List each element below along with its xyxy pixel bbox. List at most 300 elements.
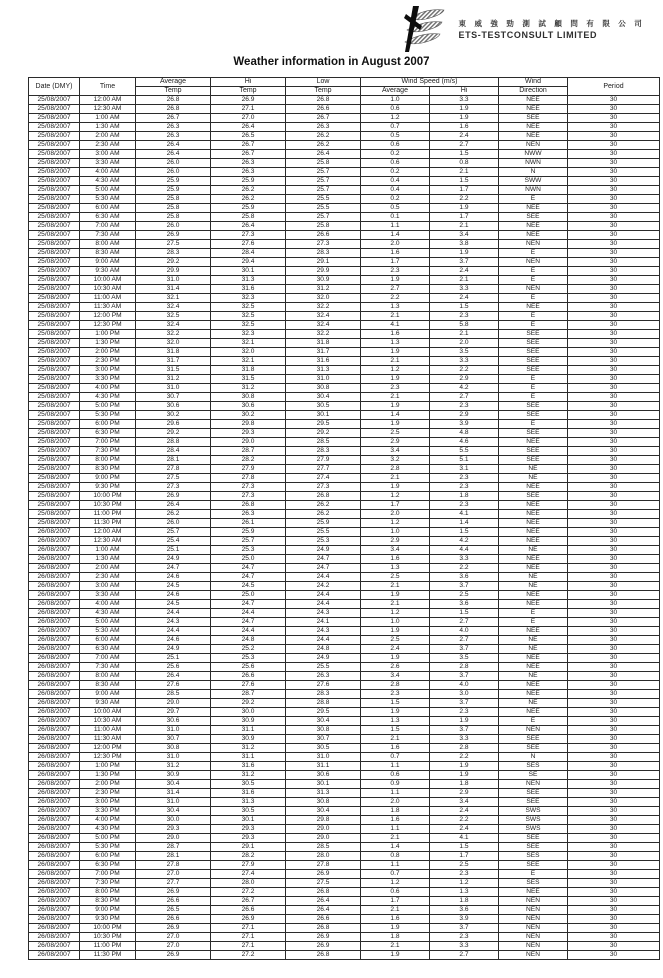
cell-wind-average: 2.3 xyxy=(361,384,430,393)
cell-period: 30 xyxy=(568,438,660,447)
cell-wind-direction: NEE xyxy=(499,555,568,564)
cell-period: 30 xyxy=(568,681,660,690)
cell-wind-average: 1.9 xyxy=(361,924,430,933)
cell-time: 3:00 AM xyxy=(80,582,136,591)
cell-hi-temp: 25.9 xyxy=(211,528,286,537)
table-row xyxy=(29,168,660,177)
cell-wind-hi: 3.8 xyxy=(430,240,499,249)
cell-period: 30 xyxy=(568,843,660,852)
cell-wind-direction: NEE xyxy=(499,627,568,636)
cell-wind-hi: 2.7 xyxy=(430,951,499,960)
cell-wind-direction: NEN xyxy=(499,924,568,933)
table-row xyxy=(29,429,660,438)
cell-time: 7:00 AM xyxy=(80,222,136,231)
cell-hi-temp: 29.0 xyxy=(211,438,286,447)
cell-average-temp: 28.8 xyxy=(136,438,211,447)
cell-hi-temp: 28.7 xyxy=(211,447,286,456)
cell-average-temp: 27.8 xyxy=(136,861,211,870)
cell-average-temp: 32.4 xyxy=(136,321,211,330)
cell-date: 26/08/2007 xyxy=(29,699,80,708)
cell-time: 12:00 AM xyxy=(80,528,136,537)
cell-wind-hi: 2.2 xyxy=(430,195,499,204)
cell-low-temp: 29.0 xyxy=(286,825,361,834)
cell-hi-temp: 28.7 xyxy=(211,690,286,699)
cell-period: 30 xyxy=(568,636,660,645)
cell-low-temp: 26.4 xyxy=(286,150,361,159)
cell-period: 30 xyxy=(568,816,660,825)
cell-average-temp: 26.3 xyxy=(136,123,211,132)
cell-time: 12:30 AM xyxy=(80,105,136,114)
table-row xyxy=(29,906,660,915)
cell-period: 30 xyxy=(568,231,660,240)
cell-time: 11:30 PM xyxy=(80,519,136,528)
table-row xyxy=(29,294,660,303)
cell-period: 30 xyxy=(568,654,660,663)
cell-wind-direction: NEE xyxy=(499,483,568,492)
cell-wind-direction: SEE xyxy=(499,834,568,843)
cell-average-temp: 31.2 xyxy=(136,762,211,771)
cell-average-temp: 26.6 xyxy=(136,897,211,906)
cell-low-temp: 24.1 xyxy=(286,618,361,627)
table-row xyxy=(29,204,660,213)
cell-wind-hi: 5.1 xyxy=(430,456,499,465)
cell-low-temp: 31.8 xyxy=(286,339,361,348)
table-row xyxy=(29,861,660,870)
cell-time: 2:30 AM xyxy=(80,141,136,150)
table-row xyxy=(29,366,660,375)
cell-average-temp: 31.0 xyxy=(136,384,211,393)
cell-date: 26/08/2007 xyxy=(29,654,80,663)
cell-hi-temp: 30.6 xyxy=(211,402,286,411)
cell-wind-average: 1.1 xyxy=(361,825,430,834)
table-row xyxy=(29,483,660,492)
cell-hi-temp: 28.0 xyxy=(211,879,286,888)
cell-time: 10:30 PM xyxy=(80,933,136,942)
cell-hi-temp: 26.4 xyxy=(211,222,286,231)
cell-date: 26/08/2007 xyxy=(29,636,80,645)
cell-wind-direction: SEE xyxy=(499,411,568,420)
cell-wind-hi: 2.9 xyxy=(430,789,499,798)
cell-time: 2:00 AM xyxy=(80,132,136,141)
cell-date: 25/08/2007 xyxy=(29,312,80,321)
table-row xyxy=(29,879,660,888)
cell-low-temp: 31.3 xyxy=(286,789,361,798)
cell-time: 2:30 AM xyxy=(80,573,136,582)
cell-date: 25/08/2007 xyxy=(29,213,80,222)
table-row xyxy=(29,141,660,150)
cell-time: 5:30 AM xyxy=(80,627,136,636)
cell-wind-average: 1.3 xyxy=(361,303,430,312)
cell-date: 26/08/2007 xyxy=(29,816,80,825)
cell-average-temp: 24.4 xyxy=(136,627,211,636)
cell-low-temp: 28.3 xyxy=(286,447,361,456)
cell-wind-average: 2.1 xyxy=(361,600,430,609)
cell-wind-average: 1.6 xyxy=(361,249,430,258)
cell-low-temp: 25.5 xyxy=(286,663,361,672)
cell-time: 8:00 AM xyxy=(80,240,136,249)
cell-low-temp: 24.3 xyxy=(286,627,361,636)
cell-wind-direction: NEE xyxy=(499,303,568,312)
cell-wind-hi: 2.3 xyxy=(430,402,499,411)
cell-wind-direction: E xyxy=(499,276,568,285)
cell-wind-hi: 2.1 xyxy=(430,276,499,285)
cell-date: 25/08/2007 xyxy=(29,150,80,159)
cell-time: 4:30 AM xyxy=(80,177,136,186)
cell-low-temp: 28.5 xyxy=(286,438,361,447)
cell-wind-average: 1.5 xyxy=(361,726,430,735)
cell-hi-temp: 25.3 xyxy=(211,654,286,663)
cell-period: 30 xyxy=(568,852,660,861)
cell-wind-direction: NEN xyxy=(499,897,568,906)
cell-wind-direction: SEE xyxy=(499,114,568,123)
cell-average-temp: 26.0 xyxy=(136,159,211,168)
cell-time: 4:00 PM xyxy=(80,816,136,825)
cell-wind-direction: NE xyxy=(499,636,568,645)
cell-average-temp: 25.6 xyxy=(136,663,211,672)
table-row xyxy=(29,231,660,240)
cell-wind-direction: SES xyxy=(499,852,568,861)
cell-date: 26/08/2007 xyxy=(29,897,80,906)
cell-period: 30 xyxy=(568,402,660,411)
cell-wind-direction: NWW xyxy=(499,150,568,159)
cell-low-temp: 29.5 xyxy=(286,708,361,717)
cell-hi-temp: 30.2 xyxy=(211,411,286,420)
cell-date: 26/08/2007 xyxy=(29,933,80,942)
table-row xyxy=(29,114,660,123)
cell-average-temp: 30.8 xyxy=(136,744,211,753)
cell-wind-direction: SEE xyxy=(499,339,568,348)
cell-date: 25/08/2007 xyxy=(29,258,80,267)
table-row xyxy=(29,600,660,609)
cell-wind-direction: NEE xyxy=(499,123,568,132)
cell-time: 10:30 AM xyxy=(80,285,136,294)
cell-average-temp: 31.4 xyxy=(136,789,211,798)
cell-wind-average: 2.1 xyxy=(361,582,430,591)
cell-hi-temp: 24.4 xyxy=(211,609,286,618)
cell-average-temp: 30.7 xyxy=(136,393,211,402)
cell-low-temp: 30.5 xyxy=(286,744,361,753)
cell-low-temp: 24.4 xyxy=(286,636,361,645)
col-header-average-temp-top: Average xyxy=(136,78,211,87)
cell-hi-temp: 27.0 xyxy=(211,114,286,123)
cell-average-temp: 26.8 xyxy=(136,96,211,105)
table-row xyxy=(29,492,660,501)
cell-hi-temp: 27.8 xyxy=(211,474,286,483)
cell-hi-temp: 28.2 xyxy=(211,456,286,465)
cell-wind-direction: NEE xyxy=(499,519,568,528)
cell-hi-temp: 32.3 xyxy=(211,294,286,303)
cell-wind-average: 2.1 xyxy=(361,357,430,366)
cell-time: 1:00 PM xyxy=(80,330,136,339)
cell-time: 7:30 PM xyxy=(80,447,136,456)
table-row xyxy=(29,267,660,276)
cell-wind-direction: SEE xyxy=(499,798,568,807)
table-row xyxy=(29,807,660,816)
cell-wind-hi: 3.1 xyxy=(430,465,499,474)
cell-wind-average: 1.0 xyxy=(361,96,430,105)
cell-average-temp: 26.4 xyxy=(136,150,211,159)
cell-wind-direction: E xyxy=(499,420,568,429)
cell-low-temp: 27.8 xyxy=(286,861,361,870)
cell-low-temp: 29.5 xyxy=(286,420,361,429)
table-row xyxy=(29,681,660,690)
cell-time: 5:30 AM xyxy=(80,195,136,204)
cell-hi-temp: 26.6 xyxy=(211,672,286,681)
cell-period: 30 xyxy=(568,195,660,204)
cell-date: 25/08/2007 xyxy=(29,204,80,213)
cell-time: 12:30 PM xyxy=(80,753,136,762)
cell-average-temp: 26.5 xyxy=(136,906,211,915)
cell-hi-temp: 26.9 xyxy=(211,915,286,924)
cell-wind-hi: 3.4 xyxy=(430,231,499,240)
cell-hi-temp: 26.1 xyxy=(211,519,286,528)
table-row xyxy=(29,816,660,825)
cell-wind-hi: 3.4 xyxy=(430,798,499,807)
cell-average-temp: 25.7 xyxy=(136,528,211,537)
cell-wind-average: 1.9 xyxy=(361,375,430,384)
cell-date: 25/08/2007 xyxy=(29,141,80,150)
cell-time: 2:00 PM xyxy=(80,780,136,789)
table-row xyxy=(29,744,660,753)
cell-low-temp: 29.2 xyxy=(286,429,361,438)
cell-wind-average: 0.6 xyxy=(361,105,430,114)
cell-average-temp: 27.0 xyxy=(136,870,211,879)
cell-date: 25/08/2007 xyxy=(29,186,80,195)
table-row xyxy=(29,564,660,573)
table-row xyxy=(29,159,660,168)
cell-wind-hi: 3.6 xyxy=(430,573,499,582)
cell-time: 12:30 PM xyxy=(80,321,136,330)
cell-wind-average: 2.8 xyxy=(361,465,430,474)
cell-wind-direction: SEE xyxy=(499,330,568,339)
cell-average-temp: 25.9 xyxy=(136,177,211,186)
cell-period: 30 xyxy=(568,906,660,915)
cell-wind-direction: NEN xyxy=(499,726,568,735)
cell-wind-direction: NEN xyxy=(499,780,568,789)
cell-wind-average: 2.6 xyxy=(361,663,430,672)
cell-wind-average: 0.7 xyxy=(361,870,430,879)
cell-period: 30 xyxy=(568,834,660,843)
cell-wind-direction: NE xyxy=(499,465,568,474)
cell-date: 26/08/2007 xyxy=(29,852,80,861)
cell-date: 26/08/2007 xyxy=(29,645,80,654)
cell-wind-hi: 3.5 xyxy=(430,348,499,357)
cell-wind-hi: 2.3 xyxy=(430,933,499,942)
cell-wind-direction: SEE xyxy=(499,492,568,501)
cell-wind-average: 3.4 xyxy=(361,447,430,456)
cell-period: 30 xyxy=(568,114,660,123)
cell-hi-temp: 27.1 xyxy=(211,942,286,951)
cell-wind-direction: NEE xyxy=(499,663,568,672)
cell-average-temp: 26.4 xyxy=(136,141,211,150)
cell-wind-average: 1.4 xyxy=(361,843,430,852)
table-row xyxy=(29,636,660,645)
cell-wind-average: 0.2 xyxy=(361,150,430,159)
cell-hi-temp: 25.7 xyxy=(211,537,286,546)
cell-wind-hi: 1.3 xyxy=(430,888,499,897)
cell-wind-direction: E xyxy=(499,249,568,258)
cell-wind-hi: 2.4 xyxy=(430,267,499,276)
cell-time: 6:00 AM xyxy=(80,204,136,213)
cell-hi-temp: 29.2 xyxy=(211,699,286,708)
cell-wind-direction: NEE xyxy=(499,204,568,213)
cell-wind-direction: SWS xyxy=(499,807,568,816)
cell-time: 4:00 PM xyxy=(80,384,136,393)
cell-period: 30 xyxy=(568,339,660,348)
table-row xyxy=(29,591,660,600)
cell-average-temp: 24.3 xyxy=(136,618,211,627)
cell-wind-hi: 2.4 xyxy=(430,294,499,303)
cell-hi-temp: 31.3 xyxy=(211,798,286,807)
cell-date: 26/08/2007 xyxy=(29,735,80,744)
cell-low-temp: 27.9 xyxy=(286,456,361,465)
cell-period: 30 xyxy=(568,240,660,249)
cell-wind-hi: 3.5 xyxy=(430,654,499,663)
cell-wind-direction: NEN xyxy=(499,951,568,960)
table-row xyxy=(29,726,660,735)
cell-period: 30 xyxy=(568,762,660,771)
cell-time: 2:00 PM xyxy=(80,348,136,357)
cell-low-temp: 24.2 xyxy=(286,582,361,591)
cell-low-temp: 27.7 xyxy=(286,465,361,474)
cell-wind-hi: 3.3 xyxy=(430,357,499,366)
cell-hi-temp: 31.2 xyxy=(211,744,286,753)
cell-wind-average: 1.9 xyxy=(361,402,430,411)
cell-hi-temp: 26.6 xyxy=(211,906,286,915)
cell-time: 10:00 AM xyxy=(80,276,136,285)
cell-time: 5:00 PM xyxy=(80,834,136,843)
cell-low-temp: 24.4 xyxy=(286,591,361,600)
cell-low-temp: 30.4 xyxy=(286,393,361,402)
cell-wind-direction: NEE xyxy=(499,690,568,699)
cell-wind-average: 1.9 xyxy=(361,348,430,357)
cell-wind-direction: NEE xyxy=(499,537,568,546)
cell-hi-temp: 24.7 xyxy=(211,600,286,609)
cell-time: 8:30 PM xyxy=(80,897,136,906)
cell-hi-temp: 28.4 xyxy=(211,249,286,258)
cell-average-temp: 27.3 xyxy=(136,483,211,492)
cell-wind-hi: 2.3 xyxy=(430,501,499,510)
cell-hi-temp: 25.3 xyxy=(211,546,286,555)
cell-time: 8:30 PM xyxy=(80,465,136,474)
cell-hi-temp: 31.1 xyxy=(211,726,286,735)
table-row xyxy=(29,96,660,105)
col-header-wind-top: Wind xyxy=(499,78,568,87)
cell-average-temp: 24.7 xyxy=(136,564,211,573)
cell-time: 12:30 AM xyxy=(80,537,136,546)
cell-hi-temp: 29.1 xyxy=(211,843,286,852)
cell-hi-temp: 25.0 xyxy=(211,591,286,600)
cell-average-temp: 26.3 xyxy=(136,132,211,141)
cell-period: 30 xyxy=(568,735,660,744)
cell-wind-average: 2.5 xyxy=(361,429,430,438)
cell-hi-temp: 28.2 xyxy=(211,852,286,861)
cell-wind-direction: NEN xyxy=(499,285,568,294)
cell-time: 3:30 PM xyxy=(80,375,136,384)
cell-wind-direction: N xyxy=(499,753,568,762)
cell-wind-direction: E xyxy=(499,618,568,627)
cell-low-temp: 25.7 xyxy=(286,177,361,186)
cell-hi-temp: 32.3 xyxy=(211,330,286,339)
cell-hi-temp: 26.3 xyxy=(211,159,286,168)
cell-time: 3:30 AM xyxy=(80,159,136,168)
cell-average-temp: 26.6 xyxy=(136,915,211,924)
cell-wind-average: 2.9 xyxy=(361,438,430,447)
cell-low-temp: 30.6 xyxy=(286,771,361,780)
cell-time: 9:00 PM xyxy=(80,906,136,915)
cell-wind-direction: NEE xyxy=(499,600,568,609)
cell-wind-hi: 3.6 xyxy=(430,906,499,915)
cell-wind-average: 2.7 xyxy=(361,285,430,294)
cell-period: 30 xyxy=(568,303,660,312)
cell-time: 7:00 PM xyxy=(80,438,136,447)
cell-period: 30 xyxy=(568,375,660,384)
company-logo xyxy=(392,6,645,52)
cell-wind-average: 0.9 xyxy=(361,780,430,789)
cell-period: 30 xyxy=(568,933,660,942)
cell-wind-average: 0.5 xyxy=(361,204,430,213)
cell-low-temp: 30.8 xyxy=(286,384,361,393)
table-row xyxy=(29,618,660,627)
cell-wind-hi: 1.4 xyxy=(430,519,499,528)
cell-date: 25/08/2007 xyxy=(29,483,80,492)
cell-wind-hi: 2.2 xyxy=(430,564,499,573)
cell-hi-temp: 27.4 xyxy=(211,870,286,879)
cell-period: 30 xyxy=(568,132,660,141)
cell-wind-hi: 2.3 xyxy=(430,870,499,879)
cell-wind-hi: 1.5 xyxy=(430,609,499,618)
cell-wind-average: 3.4 xyxy=(361,546,430,555)
cell-date: 25/08/2007 xyxy=(29,384,80,393)
cell-time: 11:00 PM xyxy=(80,942,136,951)
cell-wind-average: 1.1 xyxy=(361,861,430,870)
cell-low-temp: 30.4 xyxy=(286,717,361,726)
table-row xyxy=(29,663,660,672)
cell-date: 25/08/2007 xyxy=(29,393,80,402)
cell-wind-average: 1.0 xyxy=(361,528,430,537)
cell-wind-direction: NEE xyxy=(499,564,568,573)
cell-wind-direction: NEE xyxy=(499,654,568,663)
cell-period: 30 xyxy=(568,492,660,501)
cell-low-temp: 25.7 xyxy=(286,186,361,195)
table-row xyxy=(29,888,660,897)
cell-time: 4:00 AM xyxy=(80,600,136,609)
table-row xyxy=(29,537,660,546)
cell-wind-direction: NE xyxy=(499,645,568,654)
cell-wind-direction: SEE xyxy=(499,357,568,366)
cell-hi-temp: 31.8 xyxy=(211,366,286,375)
cell-time: 1:30 PM xyxy=(80,339,136,348)
cell-period: 30 xyxy=(568,276,660,285)
cell-low-temp: 29.0 xyxy=(286,834,361,843)
cell-average-temp: 27.6 xyxy=(136,681,211,690)
cell-hi-temp: 25.9 xyxy=(211,204,286,213)
cell-wind-direction: SEE xyxy=(499,366,568,375)
table-row xyxy=(29,447,660,456)
cell-time: 9:30 AM xyxy=(80,267,136,276)
cell-low-temp: 26.2 xyxy=(286,501,361,510)
cell-hi-temp: 26.7 xyxy=(211,150,286,159)
table-row xyxy=(29,321,660,330)
cell-wind-average: 4.1 xyxy=(361,321,430,330)
cell-wind-average: 2.0 xyxy=(361,510,430,519)
cell-average-temp: 32.0 xyxy=(136,339,211,348)
cell-time: 3:00 AM xyxy=(80,150,136,159)
cell-wind-average: 2.4 xyxy=(361,645,430,654)
cell-date: 25/08/2007 xyxy=(29,366,80,375)
cell-wind-direction: NEE xyxy=(499,231,568,240)
cell-period: 30 xyxy=(568,897,660,906)
